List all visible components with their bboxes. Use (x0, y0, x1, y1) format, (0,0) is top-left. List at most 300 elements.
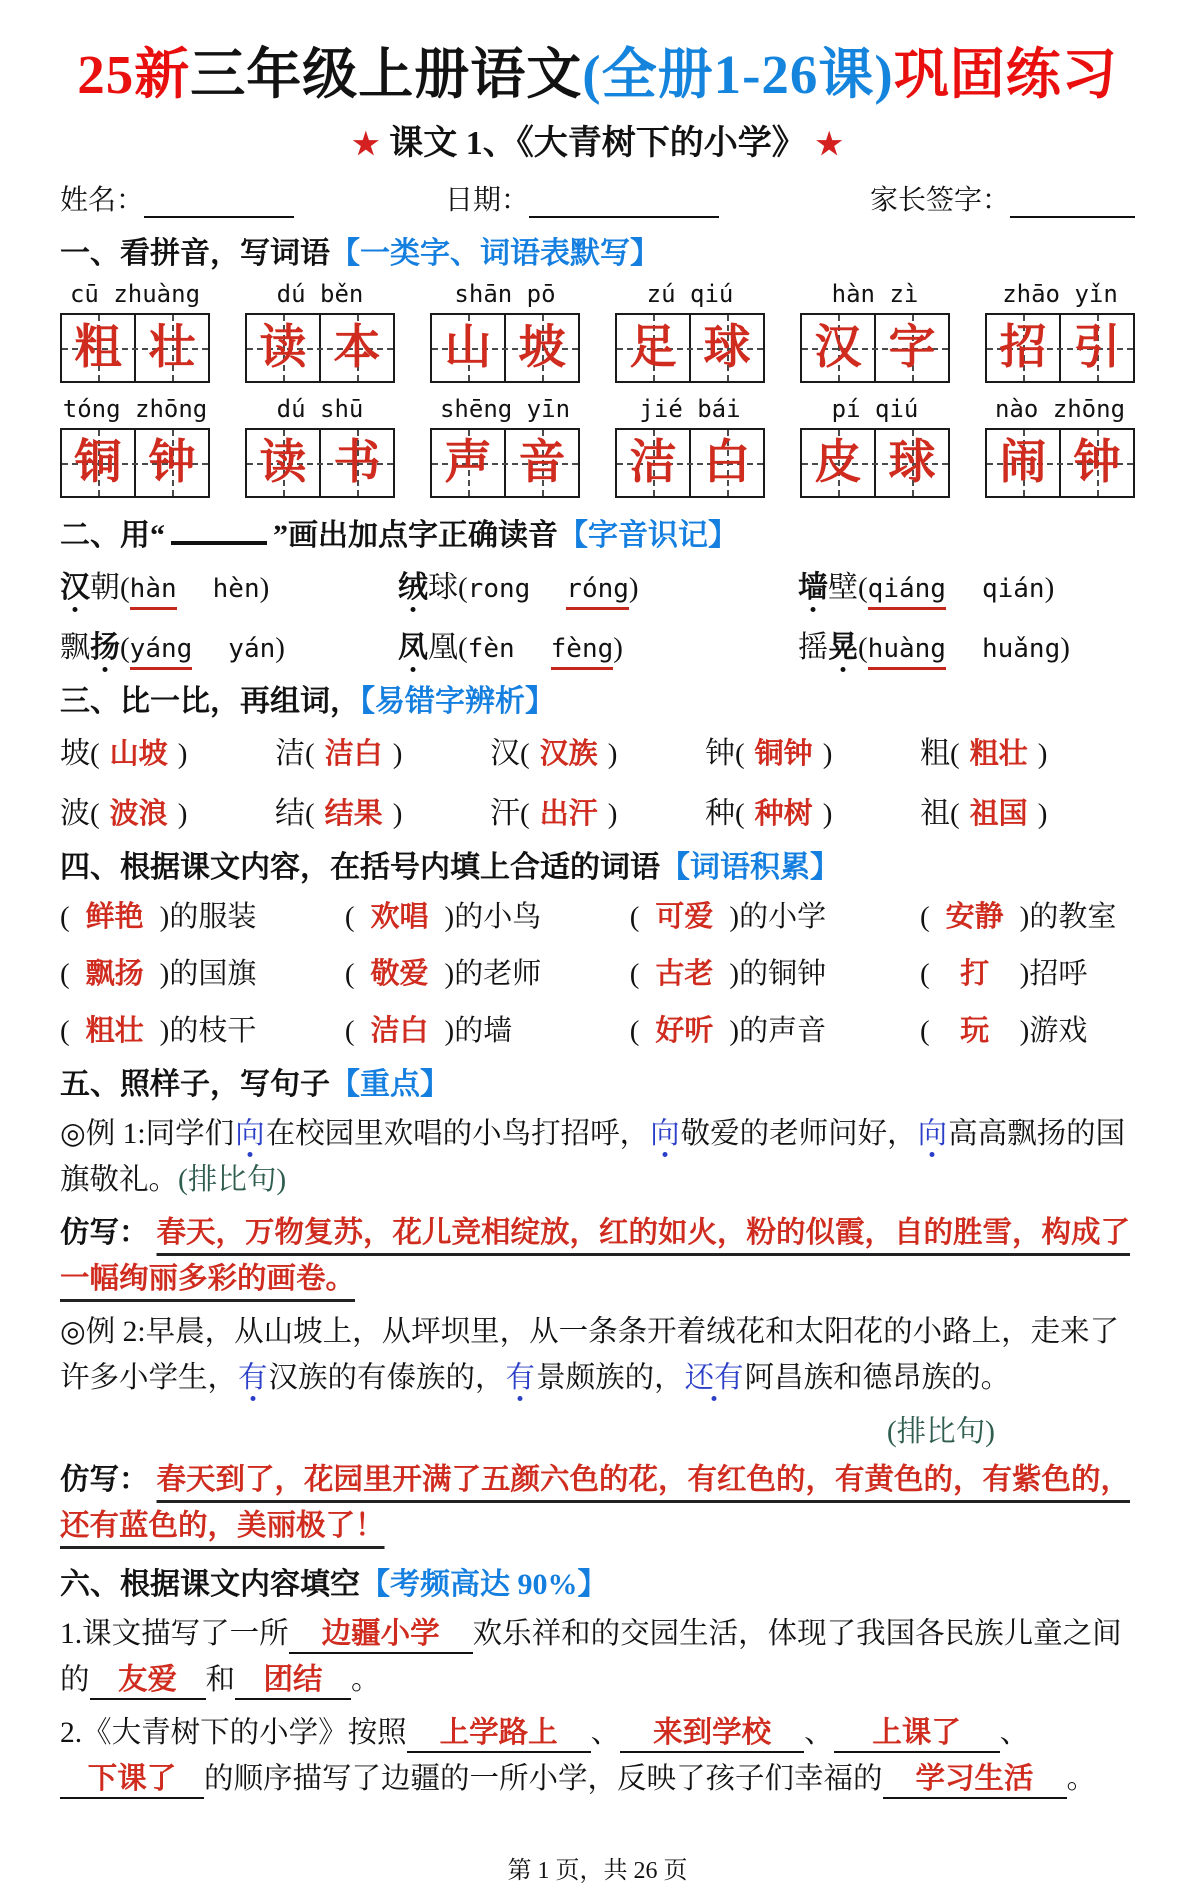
pinyin-row-2 (60, 395, 1135, 498)
section2-heading-post: 画出加点字正确读音 (288, 519, 558, 552)
writing-grid (430, 428, 580, 498)
answer-word: 欢唱 (370, 901, 429, 933)
answer-word: 敬爱 (370, 958, 429, 990)
paren-open: ( (629, 901, 640, 933)
pinyin-word (430, 280, 580, 383)
phonetic-grid (60, 562, 1135, 666)
pronunciation-option-correct: qiáng (868, 574, 946, 610)
dotted-char: 扬 (90, 631, 120, 664)
rhetoric-note: (排比句) (178, 1164, 287, 1197)
paren-close: ) (822, 798, 833, 830)
pronunciation-option: fèn (467, 634, 515, 664)
sentence-text: 早晨，从山坡上，从坪坝里，从一条条开着绒花和太阳花的小路上，走来了许多小学生， (60, 1316, 1120, 1395)
writing-grid (430, 313, 580, 383)
pronunciation-option: qián (981, 574, 1045, 604)
paren-open: ( (735, 798, 745, 830)
grid-cell (1059, 315, 1133, 381)
paren-close: ) (729, 1015, 740, 1047)
word-char: 壁 (828, 571, 858, 604)
paren-close: ) (1019, 1015, 1030, 1047)
lesson-subtitle-text: 课文 1、《大青树下的小学》 (389, 125, 806, 162)
signature-label: 家长签字： (869, 185, 1010, 216)
question-text: 。 (351, 1664, 381, 1697)
paren-close: ) (1037, 798, 1048, 830)
answer-word: 汉族 (539, 738, 598, 770)
fill-blank-item-1 (60, 1611, 1135, 1703)
pinyin-text: pí qiú (831, 395, 919, 423)
grid-cell (62, 430, 134, 496)
title-part-blue: (全册1-26课) (582, 44, 894, 105)
phrase-tail: 的服装 (169, 901, 257, 933)
paren-close: ) (729, 958, 740, 990)
example-sentence-2 (60, 1309, 1135, 1401)
answer-char: 山 (444, 321, 492, 374)
head-char: 坡 (60, 737, 90, 770)
answer-char: 壮 (148, 321, 196, 374)
section4-tag: 【词语积累】 (660, 851, 840, 884)
answer-word: 好听 (655, 1015, 714, 1047)
grid-cell (504, 430, 578, 496)
grid-cell (987, 315, 1059, 381)
section2-heading-pre: 二、用 (60, 519, 150, 552)
grid-cell (134, 430, 208, 496)
highlight-char: 向 (917, 1118, 948, 1150)
phrase-tail: 的枝干 (169, 1015, 257, 1047)
paren-close: ) (177, 738, 188, 770)
fill-word-item (345, 1008, 630, 1049)
pronunciation-option: rong (467, 574, 531, 604)
paren-close: ) (628, 572, 639, 604)
enum-comma: 、 (804, 1717, 834, 1750)
signature-field (870, 178, 1135, 218)
pinyin-text: hàn zì (831, 280, 919, 308)
sentence-text: 汉族的有傣族的， (268, 1362, 505, 1395)
answer-char: 汉 (814, 321, 862, 374)
head-char: 钟 (705, 737, 735, 770)
title-part-black: 三年级上册语文 (190, 44, 583, 105)
paren-open: ( (629, 958, 640, 990)
paren-open: ( (629, 1015, 640, 1047)
writing-grid (245, 313, 395, 383)
pinyin-text: cū zhuàng (69, 280, 201, 308)
fill-word-item (920, 1008, 1135, 1049)
pinyin-word (60, 280, 210, 383)
paren-open: ( (458, 632, 468, 664)
question-text: 和 (205, 1664, 236, 1697)
fill-word-item (345, 951, 630, 992)
answer-word: 祖国 (969, 798, 1028, 830)
dotted-char: 绒 (398, 571, 428, 604)
fill-word-item (345, 894, 630, 935)
pinyin-word (985, 280, 1135, 383)
word-char: 飘 (60, 631, 90, 664)
pinyin-text: shān pō (454, 280, 556, 308)
pinyin-text: shēng yīn (439, 395, 571, 423)
answer-char: 足 (629, 321, 677, 374)
paren-close: ) (1060, 632, 1070, 664)
highlight-char: 向 (235, 1118, 265, 1150)
answer-char: 钟 (148, 436, 196, 489)
rhetoric-note-line (60, 1408, 1135, 1450)
word-char: 球 (428, 571, 458, 604)
dotted-char: 凤 (398, 631, 428, 664)
sentence-text: 同学们 (145, 1118, 235, 1150)
handwritten-answer: 春天到了，花园里开满了五颜六色的花，有红色的，有黄色的，有紫色的，还有蓝色的，美丽极了！ (60, 1464, 1131, 1543)
question-text: 。 (1066, 1763, 1097, 1796)
head-char: 结 (275, 797, 305, 830)
paren-open: ( (858, 572, 868, 604)
phrase-tail: 游戏 (1029, 1015, 1088, 1047)
fill-word-item (60, 951, 345, 992)
writing-grid (245, 428, 395, 498)
blank-answer: 来到学校 (620, 1717, 804, 1753)
paren-close: ) (275, 632, 285, 664)
grid-cell (617, 315, 689, 381)
phrase-tail: 的老师 (454, 958, 542, 990)
paren-open: ( (120, 572, 130, 604)
paren-open: ( (90, 738, 100, 770)
phrase-tail: 的声音 (739, 1015, 827, 1047)
imitation-label: 仿写： (60, 1464, 149, 1497)
compare-item (60, 788, 275, 832)
fill-word-item (60, 894, 345, 935)
example-sentence-1 (60, 1111, 1135, 1203)
answer-char: 读 (259, 321, 307, 374)
paren-open: ( (344, 958, 355, 990)
paren-open: ( (305, 738, 315, 770)
imitation-label: 仿写： (60, 1217, 149, 1250)
compare-item (490, 728, 705, 772)
highlight-char: 向 (650, 1118, 680, 1150)
paren-close: ) (392, 738, 403, 770)
writing-grid (615, 428, 765, 498)
answer-char: 钟 (1073, 436, 1121, 489)
dotted-char: 墙 (798, 571, 828, 604)
pinyin-word (985, 395, 1135, 498)
grid-cell (874, 315, 948, 381)
sentence-text: 阿昌族和德昂族的。 (744, 1362, 1011, 1395)
paren-open: ( (520, 738, 530, 770)
sentence-text: 景颇族的， (536, 1362, 684, 1395)
head-char: 汗 (490, 797, 520, 830)
pronunciation-option: yán (228, 634, 276, 664)
section5-heading (60, 1059, 1135, 1103)
writing-grid (615, 313, 765, 383)
fill-word-item (920, 951, 1135, 992)
pinyin-word (245, 395, 395, 498)
phonetic-item (798, 562, 1135, 606)
pinyin-text: tóng zhōng (62, 395, 208, 423)
section1-tag: 【一类字、词语表默写】 (330, 237, 660, 270)
fill-word-item (630, 951, 920, 992)
pronunciation-option-correct: róng (566, 574, 629, 610)
answer-char: 闹 (999, 436, 1047, 489)
sentence-text: 高高飘扬的国旗敬礼。 (60, 1118, 1126, 1197)
writing-grid (800, 428, 950, 498)
fill-word-item (630, 1008, 920, 1049)
pinyin-word (60, 395, 210, 498)
compare-item (275, 788, 490, 832)
imitation-answer-1 (60, 1210, 1135, 1302)
pronunciation-option-correct: yáng (130, 634, 193, 670)
paren-close: ) (729, 901, 740, 933)
paren-open: ( (858, 632, 868, 664)
highlight-char: 有 (505, 1362, 536, 1395)
answer-char: 粗 (74, 321, 122, 374)
highlight-char: 还有 (684, 1362, 744, 1395)
question-text: 欢乐祥和的交园生活，体现了我国各民族儿童之间的 (60, 1618, 1122, 1697)
grid-cell (62, 315, 134, 381)
rhetoric-note: (排比句) (886, 1416, 995, 1449)
paren-open: ( (950, 798, 960, 830)
open-quote: “ (150, 519, 165, 552)
paren-close: ) (607, 738, 618, 770)
name-label: 姓名： (60, 185, 145, 216)
answer-word: 洁白 (370, 1015, 429, 1047)
paren-open: ( (920, 958, 930, 990)
example-label: ◎例 1: (60, 1118, 146, 1150)
head-char: 粗 (920, 737, 950, 770)
grid-cell (802, 430, 874, 496)
grid-cell (504, 315, 578, 381)
paren-open: ( (920, 1015, 930, 1047)
paren-close: ) (259, 572, 270, 604)
date-label: 日期： (444, 185, 529, 216)
compare-item (275, 728, 490, 772)
grid-cell (689, 430, 763, 496)
grid-cell (247, 315, 319, 381)
paren-close: ) (607, 798, 618, 830)
section1-heading-text: 一、看拼音，写词语 (60, 237, 330, 270)
answer-word: 鲜艳 (85, 901, 144, 933)
section6-heading-text: 六、根据课文内容填空 (60, 1568, 360, 1602)
answer-word: 玩 (960, 1015, 990, 1047)
paren-open: ( (60, 901, 70, 933)
phonetic-item (798, 622, 1135, 666)
section5-heading-text: 五、照样子，写句子 (60, 1068, 330, 1101)
answer-char: 本 (333, 321, 381, 374)
answer-word: 打 (960, 958, 990, 990)
pinyin-word (615, 280, 765, 383)
section3-heading-text: 三、比一比，再组词， (60, 685, 360, 718)
pinyin-word (800, 280, 950, 383)
highlight-char: 有 (238, 1362, 268, 1395)
blank-answer: 下课了 (60, 1763, 204, 1799)
head-char: 洁 (275, 737, 305, 770)
paren-close: ) (1019, 901, 1030, 933)
section2-heading (60, 510, 1135, 554)
answer-char: 字 (888, 321, 936, 374)
phrase-tail: 招呼 (1029, 958, 1088, 990)
pronunciation-option-correct: huàng (868, 634, 946, 670)
paren-open: ( (735, 738, 745, 770)
answer-word: 古老 (655, 958, 714, 990)
pinyin-word (800, 395, 950, 498)
handwritten-answer: 春天，万物复苏，花儿竞相绽放，红的如火，粉的似霞，自的胜雪，构成了一幅绚丽多彩的画卷。 (60, 1217, 1131, 1296)
date-field (445, 178, 719, 218)
sentence-text: 敬爱的老师问好， (680, 1118, 917, 1150)
answer-word: 飘扬 (85, 958, 144, 990)
paren-close: ) (1037, 738, 1048, 770)
paren-close: ) (159, 958, 170, 990)
phrase-tail: 的小学 (739, 901, 827, 933)
paren-close: ) (822, 738, 833, 770)
answer-char: 书 (333, 436, 381, 489)
pronunciation-option-correct: hàn (130, 574, 177, 610)
paren-close: ) (444, 958, 455, 990)
pinyin-text: zhāo yǐn (1002, 280, 1118, 308)
paren-open: ( (520, 798, 530, 830)
answer-word: 安静 (945, 901, 1004, 933)
paren-close: ) (159, 1015, 170, 1047)
writing-grid (985, 313, 1135, 383)
star-icon: ★ (815, 128, 843, 161)
blank-answer: 学习生活 (883, 1763, 1067, 1799)
pronunciation-option: huǎng (981, 634, 1061, 664)
info-row (60, 178, 1135, 218)
paren-open: ( (344, 901, 355, 933)
phrase-tail: 的铜钟 (739, 958, 827, 990)
compare-item (60, 728, 275, 772)
dotted-char: 汉 (60, 571, 90, 604)
blank-answer: 边疆小学 (289, 1618, 473, 1654)
section1-heading (60, 228, 1135, 272)
fill-word-item (630, 894, 920, 935)
grid-cell (874, 430, 948, 496)
section5-tag: 【重点】 (330, 1068, 450, 1101)
answer-word: 粗壮 (969, 738, 1028, 770)
pinyin-row-1 (60, 280, 1135, 383)
answer-word: 铜钟 (754, 738, 813, 770)
sentence-text: 在校园里欢唱的小鸟打招呼， (265, 1118, 650, 1150)
question-text: 2.《大青树下的小学》按照 (60, 1717, 407, 1750)
answer-word: 结果 (324, 798, 383, 830)
paren-open: ( (305, 798, 315, 830)
grid-cell (134, 315, 208, 381)
enum-comma: 、 (590, 1717, 621, 1750)
paren-close: ) (444, 1015, 455, 1047)
blank-answer: 上课了 (834, 1717, 1000, 1753)
paren-close: ) (613, 632, 623, 664)
grid-cell (432, 315, 504, 381)
answer-char: 坡 (518, 321, 566, 374)
paren-open: ( (950, 738, 960, 770)
section4-heading-text: 四、根据课文内容，在括号内填上合适的词语 (60, 851, 660, 884)
compare-item (920, 728, 1135, 772)
example-label: ◎例 2: (60, 1316, 146, 1349)
pinyin-word (615, 395, 765, 498)
answer-char: 铜 (74, 436, 122, 489)
paren-close: ) (1019, 958, 1030, 990)
answer-char: 皮 (814, 436, 862, 489)
answer-word: 出汗 (539, 798, 598, 830)
grid-cell (432, 430, 504, 496)
blank-answer: 团结 (235, 1664, 351, 1700)
phonetic-item (398, 562, 798, 606)
word-char: 朝 (90, 571, 120, 604)
answer-char: 音 (518, 436, 566, 489)
grid-cell (247, 430, 319, 496)
paren-open: ( (920, 901, 930, 933)
compare-grid (60, 728, 1135, 832)
close-quote: ” (273, 519, 288, 552)
answer-word: 山坡 (109, 738, 168, 770)
paren-open: ( (60, 958, 70, 990)
paren-open: ( (458, 572, 468, 604)
blank-answer: 友爱 (90, 1664, 206, 1700)
phrase-tail: 的教室 (1029, 901, 1117, 933)
paren-open: ( (344, 1015, 355, 1047)
answer-char: 球 (703, 321, 751, 374)
compare-item (920, 788, 1135, 832)
compare-item (705, 788, 920, 832)
answer-char: 洁 (629, 436, 677, 489)
grid-cell (319, 430, 393, 496)
answer-char: 读 (259, 436, 307, 489)
underline-mark-blank (171, 516, 267, 546)
fill-word-item (920, 894, 1135, 935)
phonetic-item (60, 562, 398, 606)
lesson-subtitle (60, 115, 1135, 164)
name-field (60, 178, 294, 218)
grid-cell (689, 315, 763, 381)
writing-grid (60, 313, 210, 383)
fill-word-grid (60, 894, 1135, 1049)
compare-item (705, 728, 920, 772)
blank-answer: 上学路上 (407, 1717, 591, 1753)
answer-word: 可爱 (655, 901, 714, 933)
answer-char: 招 (999, 321, 1047, 374)
paren-open: ( (60, 1015, 70, 1047)
compare-item (490, 788, 705, 832)
writing-grid (60, 428, 210, 498)
pinyin-word (430, 395, 580, 498)
pinyin-text: nào zhōng (994, 395, 1126, 423)
phrase-tail: 的墙 (454, 1015, 513, 1047)
writing-grid (985, 428, 1135, 498)
paren-open: ( (90, 798, 100, 830)
grid-cell (987, 430, 1059, 496)
grid-cell (1059, 430, 1133, 496)
phonetic-item (398, 622, 798, 666)
writing-grid (800, 313, 950, 383)
section4-heading (60, 842, 1135, 886)
date-blank (529, 187, 719, 218)
paren-close: ) (392, 798, 403, 830)
name-blank (144, 187, 294, 218)
answer-char: 球 (888, 436, 936, 489)
pinyin-text: dú běn (276, 280, 364, 308)
paren-close: ) (159, 901, 170, 933)
paren-close: ) (1044, 572, 1055, 604)
question-text: 1.课文描写了一所 (60, 1618, 289, 1651)
answer-char: 白 (703, 436, 751, 489)
answer-word: 波浪 (109, 798, 168, 830)
pinyin-text: jié bái (639, 395, 741, 423)
section3-tag: 【易错字辨析】 (360, 685, 555, 718)
section2-tag: 【字音识记】 (558, 519, 738, 552)
grid-cell (319, 315, 393, 381)
answer-word: 种树 (754, 798, 813, 830)
pronunciation-option-correct: fèng (551, 634, 614, 670)
pinyin-text: dú shū (276, 395, 364, 423)
fill-word-item (60, 1008, 345, 1049)
imitation-answer-2 (60, 1457, 1135, 1549)
pinyin-text: zú qiú (646, 280, 734, 308)
fill-blank-item-2 (60, 1710, 1135, 1802)
section6-heading (60, 1559, 1135, 1603)
answer-char: 声 (444, 436, 492, 489)
